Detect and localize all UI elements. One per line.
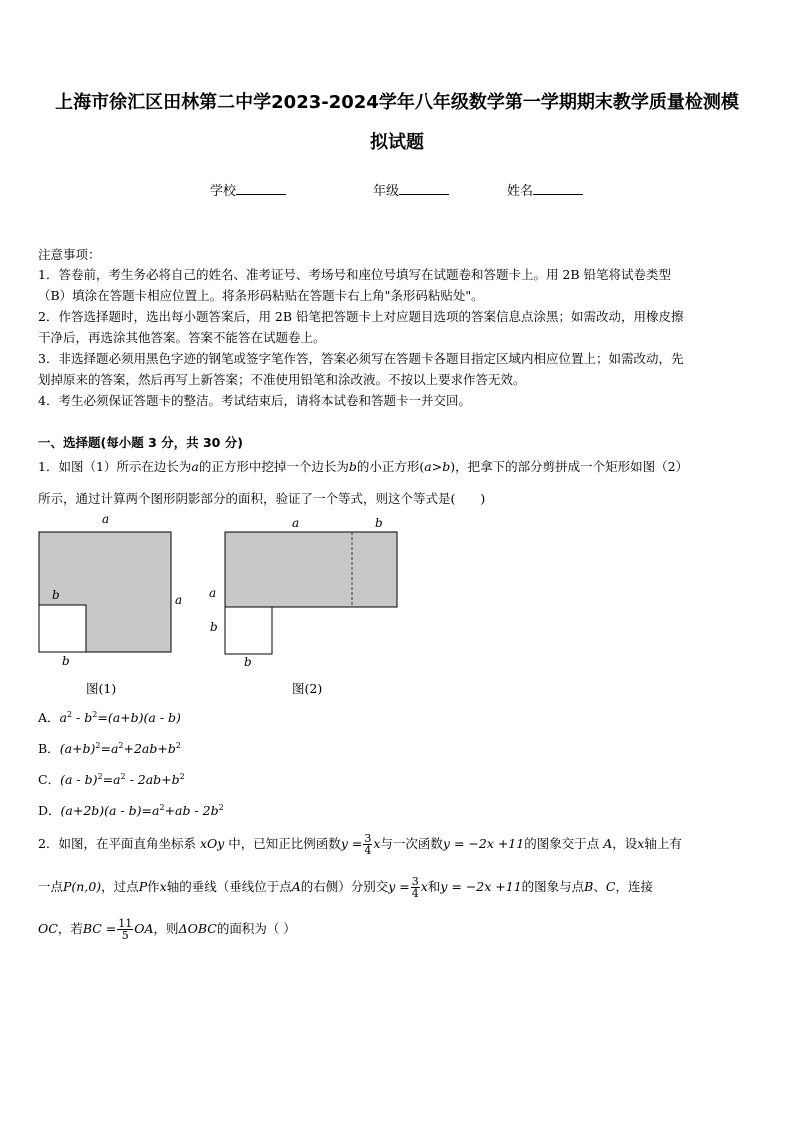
q2-line2: 一点P(n,0)，过点P作x轴的垂线（垂线位于点A的右侧）分别交y = $\frac{3}{4}$ x和y = −2x +11的图象与点B、C，连接 (38, 875, 653, 900)
notice-item-3b: 划掉原来的答案，然后再写上新答案；不准使用铅笔和涂改液。不按以上要求作答无效。 (38, 372, 526, 387)
fraction-3-4-b: $\frac{3}{4}$ (411, 875, 419, 900)
notice-item-1b: （B）填涂在答题卡相应位置上。将条形码粘贴在答题卡右上角"条形码粘贴处"。 (38, 288, 484, 303)
notice-item-4: 4．考生必须保证答题卡的整洁。考试结束后，请将本试卷和答题卡一并交回。 (38, 393, 471, 408)
q1-option-a[interactable]: A．$a^2 - b^2=(a+b)(a - b)$ (38, 709, 181, 725)
q1-line2: 所示，通过计算两个图形阴影部分的面积，验证了一个等式，则这个等式是( ) (38, 491, 486, 506)
fig2-label-b-bottom: b (244, 655, 252, 669)
figure-1 (30, 510, 195, 670)
grade-field[interactable] (373, 180, 449, 199)
notice-item-2b: 干净后，再选涂其他答案。答案不能答在试题卷上。 (38, 330, 326, 345)
q2-line1: 2．如图，在平面直角坐标系 xOy 中，已知正比例函数y = $\frac{3}{4}$ x与一次函数y = −2x +11的图象交于点 A，设x轴上有 (38, 832, 682, 857)
notice-item-2a: 2．作答选择题时，选出每小题答案后，用 2B 铅笔把答题卡上对应题目选项的答案信息点涂黑；如需改动，用橡皮擦 (38, 309, 684, 324)
fig1-label-a-top: a (102, 512, 110, 526)
page-title-line1: 上海市徐汇区田林第二中学2023-2024学年八年级数学第一学期期末教学质量检测模 (55, 92, 739, 113)
fig1-label-b-inner: b (52, 588, 60, 602)
grade-label: 年级 (373, 184, 400, 199)
notice-item-3a: 3．非选择题必须用黑色字迹的钢笔或签字笔作答，答案必须写在答题卡各题目指定区域内相应位置上；如需改动，先 (38, 351, 684, 366)
name-field[interactable] (507, 180, 583, 199)
fig2-small-square (225, 607, 272, 654)
q1-option-b[interactable]: B．$(a+b)^2=a^2+2ab+b^2$ (38, 740, 181, 756)
fig2-label-b-top: b (375, 516, 383, 530)
fraction-11-5: $\frac{11}{5}$ (118, 917, 133, 942)
q1-option-d[interactable]: D．$(a+2b)(a - b)=a^2+ab - 2b^2$ (38, 802, 224, 818)
fig2-label-b-left: b (210, 620, 218, 634)
school-label: 学校 (210, 184, 237, 199)
fraction-3-4: $\frac{3}{4}$ (364, 832, 372, 857)
notice-item-1a: 1．答卷前，考生务必将自己的姓名、准考证号、考场号和座位号填写在试题卷和答题卡上。用 2B 铅笔将试卷类型 (38, 267, 672, 282)
school-field[interactable] (210, 180, 286, 199)
fig2-caption: 图(2) (292, 681, 323, 696)
figure-2 (200, 510, 410, 670)
fig2-shaded-rectangle (225, 532, 397, 607)
fig2-label-a-top: a (292, 516, 300, 530)
section-heading: 一、选择题(每小题 3 分，共 30 分) (38, 435, 243, 450)
fig1-label-b-bottom: b (62, 654, 70, 668)
q1-line1: 1．如图（1）所示在边长为a的正方形中挖掉一个边长为b的小正方形(a>b)，把拿下的部分剪拼成一个矩形如图（2） (38, 459, 689, 474)
q2-line3: OC，若BC = $\frac{11}{5}$ OA，则ΔOBC的面积为（ ） (38, 917, 296, 942)
fig2-label-a-left: a (209, 586, 217, 600)
fig1-label-a-right: a (175, 593, 183, 607)
page-title-line2: 拟试题 (370, 132, 424, 153)
notice-heading: 注意事项： (38, 247, 101, 262)
name-label: 姓名 (507, 184, 534, 199)
fig1-caption: 图(1) (86, 681, 117, 696)
q1-option-c[interactable]: C．$(a - b)^2=a^2 - 2ab+b^2$ (38, 771, 185, 787)
fig1-small-square (39, 605, 86, 652)
